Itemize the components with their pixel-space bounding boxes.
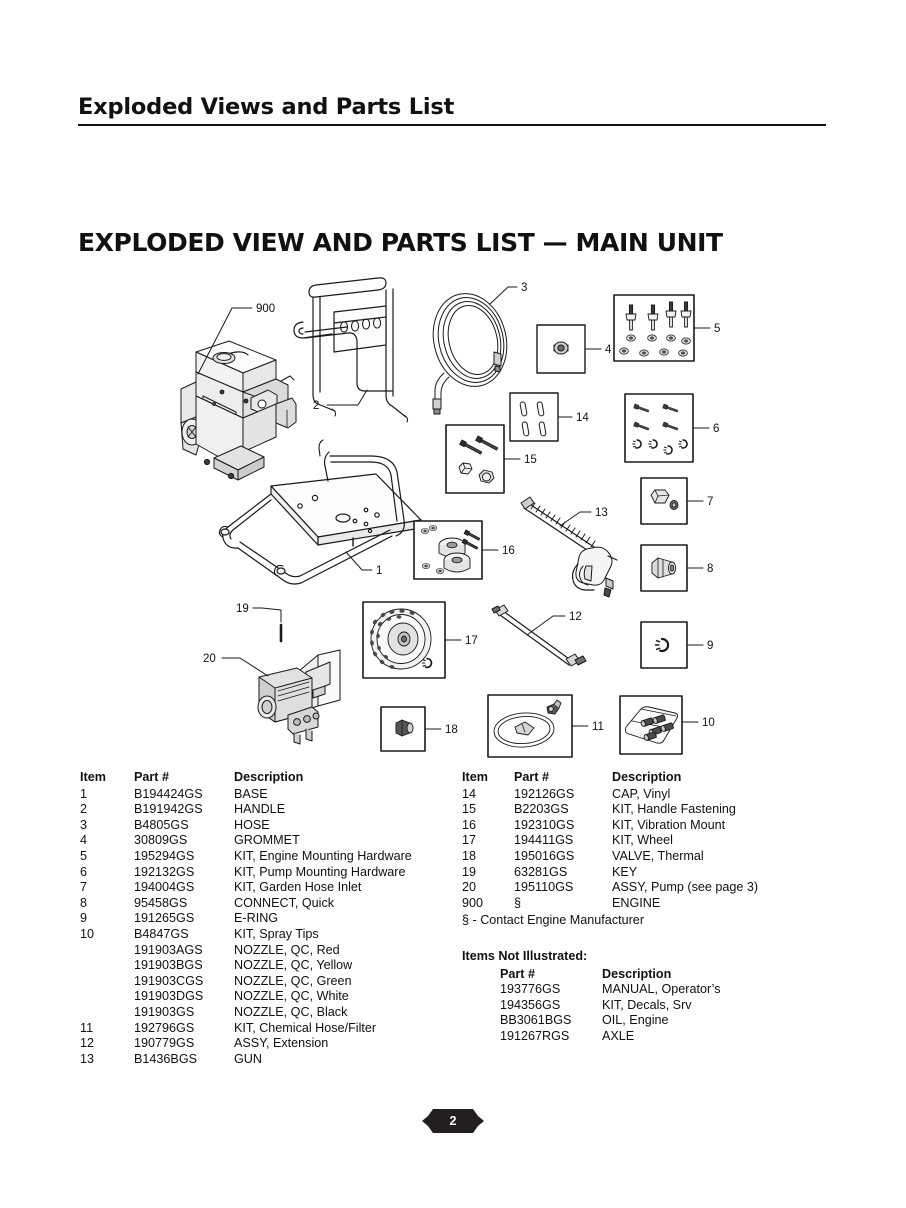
cell-item: 18 bbox=[462, 848, 477, 863]
cell-description: NOZZLE, QC, Green bbox=[234, 973, 352, 988]
items-not-illustrated-table bbox=[500, 967, 721, 1045]
table-header-row bbox=[80, 770, 465, 787]
cell-part: 30809GS bbox=[134, 833, 188, 848]
cell-description: E-RING bbox=[234, 911, 279, 926]
callout-8-label: 8 bbox=[707, 563, 714, 575]
column-header-part: Part # bbox=[134, 770, 170, 784]
cell-item: 10 bbox=[80, 926, 95, 941]
cell-part: 192310GS bbox=[514, 817, 575, 832]
cell-description: CAP, Vinyl bbox=[612, 786, 671, 801]
cell-description: NOZZLE, QC, Red bbox=[234, 942, 340, 957]
page-title: Exploded Views and Parts List bbox=[78, 94, 455, 120]
callout-3-label: 3 bbox=[521, 282, 528, 294]
cell-description: NOZZLE, QC, Black bbox=[234, 1004, 348, 1019]
callout-6-label: 6 bbox=[713, 423, 720, 435]
column-header-item: Item bbox=[80, 770, 106, 784]
part-extension-12 bbox=[492, 605, 586, 666]
callout-19-label: 19 bbox=[236, 603, 249, 615]
table-row bbox=[462, 818, 862, 834]
part-box-5 bbox=[614, 295, 710, 361]
cell-item bbox=[80, 1005, 134, 1021]
cell-item: 17 bbox=[462, 833, 477, 848]
cell-item: 19 bbox=[462, 864, 477, 879]
part-box-18 bbox=[381, 707, 441, 751]
table-row bbox=[462, 833, 862, 849]
callout-4-label: 4 bbox=[605, 344, 612, 356]
cell-description: MANUAL, Operator’s bbox=[602, 982, 721, 997]
callout-15-label: 15 bbox=[524, 454, 537, 466]
cell-item: 9 bbox=[80, 911, 88, 926]
cell-item: 12 bbox=[80, 1036, 95, 1051]
cell-description: CONNECT, Quick bbox=[234, 895, 335, 910]
cell-description: KIT, Chemical Hose/Filter bbox=[234, 1020, 377, 1035]
cell-part: § bbox=[514, 895, 522, 910]
leader-13 bbox=[560, 512, 591, 526]
cell-part: 194411GS bbox=[514, 833, 574, 848]
table-row bbox=[80, 849, 465, 865]
column-header-description: Description bbox=[602, 966, 672, 981]
table-row bbox=[80, 943, 465, 959]
cell-part: 191903AGS bbox=[134, 942, 203, 957]
leader-2 bbox=[327, 390, 367, 405]
cell-item: 1 bbox=[80, 786, 88, 801]
items-not-illustrated-title: Items Not Illustrated: bbox=[462, 948, 588, 963]
table-row bbox=[80, 1005, 465, 1021]
cell-description: GROMMET bbox=[234, 833, 300, 848]
table-row bbox=[80, 833, 465, 849]
parts-list-right bbox=[462, 770, 862, 1045]
part-box-17 bbox=[363, 602, 461, 678]
column-header-description: Description bbox=[234, 770, 304, 784]
callout-12-label: 12 bbox=[569, 611, 582, 623]
cell-part: 193776GS bbox=[500, 982, 561, 997]
part-box-10 bbox=[620, 696, 698, 754]
table-row bbox=[80, 927, 465, 943]
parts-table-right bbox=[462, 770, 862, 911]
cell-description: KIT, Handle Fastening bbox=[612, 802, 736, 817]
table-row bbox=[462, 896, 862, 912]
table-row bbox=[500, 1029, 721, 1045]
column-header-part: Part # bbox=[514, 770, 550, 784]
table-row bbox=[500, 998, 721, 1014]
cell-description: KIT, Garden Hose Inlet bbox=[234, 880, 362, 895]
cell-part: B4805GS bbox=[134, 817, 189, 832]
callout-2-label: 2 bbox=[313, 400, 320, 412]
header-divider bbox=[78, 124, 826, 126]
cell-item: 3 bbox=[80, 817, 88, 832]
cell-part: 191903GS bbox=[134, 1004, 195, 1019]
cell-part: 190779GS bbox=[134, 1036, 195, 1051]
cell-description: ASSY, Pump (see page 3) bbox=[612, 880, 759, 895]
cell-item: 13 bbox=[80, 1051, 95, 1066]
cell-description: KEY bbox=[612, 864, 638, 879]
section-title: EXPLODED VIEW AND PARTS LIST — MAIN UNIT bbox=[78, 228, 723, 257]
cell-item: 8 bbox=[80, 895, 88, 910]
table-row bbox=[80, 880, 465, 896]
cell-part: B2203GS bbox=[514, 802, 569, 817]
cell-item: 900 bbox=[462, 895, 484, 910]
cell-item: 14 bbox=[462, 786, 477, 801]
cell-description: KIT, Wheel bbox=[612, 833, 673, 848]
part-hose-3 bbox=[424, 286, 517, 414]
cell-item: 15 bbox=[462, 802, 477, 817]
cell-description: HANDLE bbox=[234, 802, 286, 817]
part-box-11 bbox=[488, 695, 588, 757]
engine-footnote: § - Contact Engine Manufacturer bbox=[462, 913, 645, 928]
table-row bbox=[80, 958, 465, 974]
part-box-7 bbox=[641, 478, 703, 524]
table-row bbox=[80, 865, 465, 881]
cell-item bbox=[80, 974, 134, 990]
cell-item: 16 bbox=[462, 817, 477, 832]
table-row bbox=[80, 989, 465, 1005]
cell-part: B191942GS bbox=[134, 802, 203, 817]
callout-18-label: 18 bbox=[445, 724, 458, 736]
column-header-part: Part # bbox=[500, 966, 536, 981]
table-row bbox=[80, 911, 465, 927]
cell-item: 4 bbox=[80, 833, 88, 848]
table-row bbox=[80, 787, 465, 803]
callout-20-label: 20 bbox=[203, 653, 216, 665]
cell-part: 191265GS bbox=[134, 911, 195, 926]
cell-description: OIL, Engine bbox=[602, 1013, 669, 1028]
part-box-15 bbox=[446, 425, 520, 493]
part-box-6 bbox=[625, 394, 709, 462]
callout-10-label: 10 bbox=[702, 717, 715, 729]
part-box-8 bbox=[641, 545, 703, 591]
cell-part: 191267RGS bbox=[500, 1028, 570, 1043]
part-pump-20 bbox=[258, 650, 340, 744]
callout-1-label: 1 bbox=[376, 565, 383, 577]
cell-item: 7 bbox=[80, 880, 88, 895]
cell-part: 63281GS bbox=[514, 864, 568, 879]
page-header bbox=[78, 95, 826, 126]
cell-part: BB3061BGS bbox=[500, 1013, 572, 1028]
cell-description: NOZZLE, QC, White bbox=[234, 989, 349, 1004]
table-row bbox=[462, 802, 862, 818]
callout-7-label: 7 bbox=[707, 496, 714, 508]
callout-17-label: 17 bbox=[465, 635, 478, 647]
table-row bbox=[80, 1036, 465, 1052]
cell-item bbox=[80, 989, 134, 1005]
table-row bbox=[80, 1052, 465, 1068]
cell-description: ASSY, Extension bbox=[234, 1036, 329, 1051]
callout-9-label: 9 bbox=[707, 640, 714, 652]
cell-description: ENGINE bbox=[612, 895, 661, 910]
table-header-row bbox=[462, 770, 862, 787]
callout-14-label: 14 bbox=[576, 412, 589, 424]
cell-part: B194424GS bbox=[134, 786, 203, 801]
leader-900 bbox=[198, 308, 252, 374]
part-engine-900 bbox=[181, 341, 296, 480]
leader-20 bbox=[222, 658, 268, 676]
part-box-14 bbox=[510, 393, 572, 441]
leader-3 bbox=[490, 287, 517, 304]
cell-description: NOZZLE, QC, Yellow bbox=[234, 958, 353, 973]
cell-part: 195110GS bbox=[514, 880, 574, 895]
cell-part: 191903DGS bbox=[134, 989, 204, 1004]
page-number: 2 bbox=[449, 1114, 457, 1128]
table-row bbox=[462, 849, 862, 865]
leader-1 bbox=[346, 552, 372, 570]
part-box-4 bbox=[537, 325, 601, 373]
cell-part: 192132GS bbox=[134, 864, 195, 879]
cell-description: KIT, Spray Tips bbox=[234, 926, 319, 941]
cell-description: KIT, Engine Mounting Hardware bbox=[234, 848, 412, 863]
cell-part: 192126GS bbox=[514, 786, 575, 801]
cell-item: 5 bbox=[80, 848, 88, 863]
cell-part: 195294GS bbox=[134, 848, 195, 863]
cell-item: 2 bbox=[80, 802, 88, 817]
cell-item bbox=[80, 958, 134, 974]
callout-900-label: 900 bbox=[256, 303, 276, 315]
cell-item: 6 bbox=[80, 864, 88, 879]
part-box-16 bbox=[414, 521, 498, 579]
table-row bbox=[80, 802, 465, 818]
parts-table-left bbox=[80, 770, 465, 1067]
cell-part: 191903BGS bbox=[134, 958, 203, 973]
cell-part: B1436BGS bbox=[134, 1051, 198, 1066]
leader-19 bbox=[253, 608, 281, 622]
leader-12 bbox=[527, 616, 565, 635]
cell-part: 194356GS bbox=[500, 997, 561, 1012]
part-gun-13 bbox=[521, 497, 617, 597]
cell-part: B4847GS bbox=[134, 926, 189, 941]
cell-part: 191903CGS bbox=[134, 973, 204, 988]
cell-description: HOSE bbox=[234, 817, 270, 832]
cell-part: 195016GS bbox=[514, 848, 575, 863]
page-number-badge bbox=[421, 1108, 485, 1134]
part-handle-2 bbox=[294, 278, 408, 422]
cell-part: 95458GS bbox=[134, 895, 188, 910]
cell-part: 194004GS bbox=[134, 880, 195, 895]
cell-description: KIT, Pump Mounting Hardware bbox=[234, 864, 406, 879]
cell-item: 11 bbox=[80, 1020, 94, 1035]
part-box-9 bbox=[641, 622, 703, 668]
table-row bbox=[80, 896, 465, 912]
cell-description: VALVE, Thermal bbox=[612, 848, 704, 863]
cell-description: BASE bbox=[234, 786, 268, 801]
table-row bbox=[80, 1021, 465, 1037]
table-row bbox=[500, 982, 721, 998]
cell-part: 192796GS bbox=[134, 1020, 195, 1035]
callout-16-label: 16 bbox=[502, 545, 515, 557]
column-header-item: Item bbox=[462, 770, 488, 784]
cell-description: KIT, Vibration Mount bbox=[612, 817, 726, 832]
table-row bbox=[462, 787, 862, 803]
cell-item bbox=[80, 943, 134, 959]
part-base-1 bbox=[219, 440, 421, 584]
table-header-row bbox=[500, 967, 721, 983]
cell-description: KIT, Decals, Srv bbox=[602, 997, 692, 1012]
callout-5-label: 5 bbox=[714, 323, 721, 335]
table-row bbox=[462, 880, 862, 896]
table-row bbox=[80, 818, 465, 834]
table-row bbox=[500, 1013, 721, 1029]
callout-13-label: 13 bbox=[595, 507, 608, 519]
cell-description: GUN bbox=[234, 1051, 262, 1066]
table-row bbox=[80, 974, 465, 990]
parts-list-left bbox=[80, 770, 465, 1067]
cell-item: 20 bbox=[462, 880, 477, 895]
column-header-description: Description bbox=[612, 770, 682, 784]
callout-11-label: 11 bbox=[592, 721, 604, 733]
cell-description: AXLE bbox=[602, 1028, 635, 1043]
table-row bbox=[462, 865, 862, 881]
